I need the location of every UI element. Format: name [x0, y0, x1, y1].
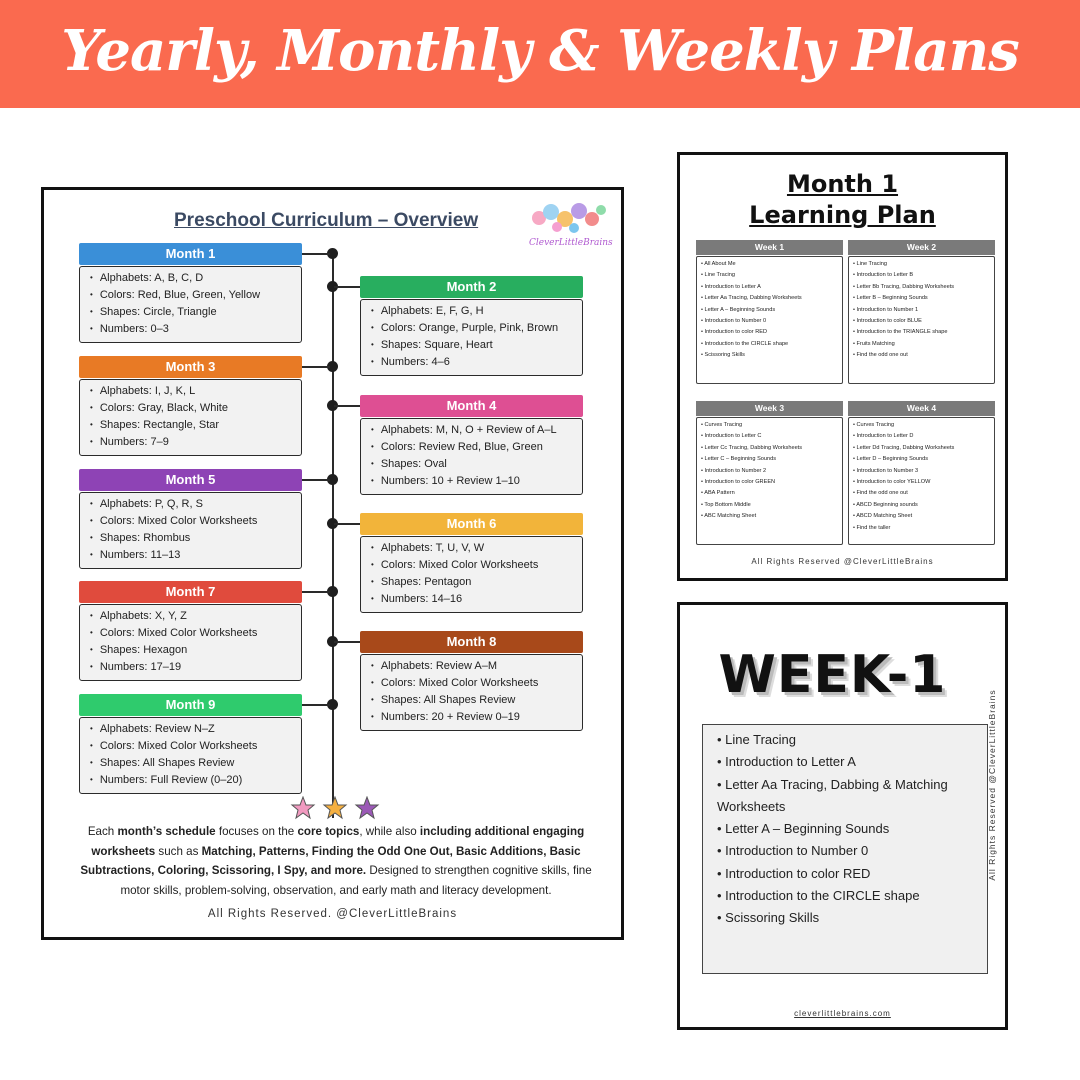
week-activity: • Introduction to Letter B — [853, 270, 990, 281]
month-topic: • Numbers: 20 + Review 0–19 — [371, 709, 576, 726]
week-activity: • Introduction to Number 3 — [853, 466, 990, 477]
month-topic-list — [79, 604, 302, 681]
month-topic-list — [360, 418, 583, 495]
month-topic: • Colors: Red, Blue, Green, Yellow — [90, 287, 295, 304]
logo-text: CleverLittleBrains — [529, 238, 613, 248]
week-heading: Week 3 — [696, 401, 843, 416]
week-activity: • Letter C – Beginning Sounds — [701, 454, 838, 465]
month-topic: • Alphabets: Review N–Z — [90, 721, 295, 738]
week-activity: • Line Tracing — [701, 270, 838, 281]
week-activity: • Letter Aa Tracing, Dabbing & Matching Worksheets — [717, 774, 979, 819]
month-heading: Month 7 — [79, 581, 302, 603]
month-card-3 — [79, 356, 302, 456]
month-heading: Month 3 — [79, 356, 302, 378]
week-activity: • Find the odd one out — [853, 350, 990, 361]
month-topic: • Alphabets: Review A–M — [371, 658, 576, 675]
month-card-7 — [79, 581, 302, 681]
plan-title — [680, 169, 1005, 231]
week-activity: • Introduction to color BLUE — [853, 316, 990, 327]
week-activity: • Letter D – Beginning Sounds — [853, 454, 990, 465]
week-activity-list — [696, 417, 843, 545]
month-topic: • Shapes: Hexagon — [90, 642, 295, 659]
week-activity: • Fruits Matching — [853, 339, 990, 350]
overview-footer: All Rights Reserved. @CleverLittleBrains — [207, 908, 458, 920]
month-card-6 — [360, 513, 583, 613]
week-activity-list — [696, 256, 843, 384]
week-card-1 — [696, 240, 843, 384]
week-activity: • Introduction to color GREEN — [701, 477, 838, 488]
month-learning-plan-page — [677, 152, 1008, 581]
week-heading: Week 2 — [848, 240, 995, 255]
week-activity: • Find the odd one out — [853, 488, 990, 499]
month-card-1 — [79, 243, 302, 343]
month-topic-list — [360, 299, 583, 376]
week-activity-list — [848, 417, 995, 545]
week-activity: • Letter Bb Tracing, Dabbing Worksheets — [853, 282, 990, 293]
week-activity: • Introduction to Letter C — [701, 431, 838, 442]
plan-title-line-2: Learning Plan — [749, 201, 936, 229]
week-heading: Week 1 — [696, 240, 843, 255]
month-topic: • Numbers: 17–19 — [90, 659, 295, 676]
month-card-2 — [360, 276, 583, 376]
month-topic: • Colors: Mixed Color Worksheets — [371, 675, 576, 692]
month-topic: • Shapes: Rhombus — [90, 530, 295, 547]
month-topic: • Shapes: Rectangle, Star — [90, 417, 295, 434]
week-activity: • Find the taller — [853, 523, 990, 534]
orange-star-icon — [324, 797, 346, 818]
week-activity: • Introduction to Number 0 — [701, 316, 838, 327]
timeline-connector — [334, 286, 360, 288]
month-topic: • Numbers: 11–13 — [90, 547, 295, 564]
week-activity: • ABA Pattern — [701, 488, 838, 499]
month-topic-list — [79, 717, 302, 794]
month-heading: Month 8 — [360, 631, 583, 653]
month-topic: • Alphabets: T, U, V, W — [371, 540, 576, 557]
week-activity: • Scissoring Skills — [701, 350, 838, 361]
week-activity: • Introduction to Number 1 — [853, 305, 990, 316]
month-topic-list — [360, 536, 583, 613]
week-activity: • Introduction to the TRIANGLE shape — [853, 327, 990, 338]
week-activity: • ABC Matching Sheet — [701, 511, 838, 522]
plan-title-line-1: Month 1 — [786, 170, 899, 198]
month-topic: • Colors: Mixed Color Worksheets — [90, 625, 295, 642]
month-topic: • Alphabets: I, J, K, L — [90, 383, 295, 400]
curriculum-overview-page — [41, 187, 624, 940]
overview-description: Each month’s schedule focuses on the core topics, while also including additional engaging worksheets such as Matching, Patterns, Finding the Odd One Out, Basic Additions, Basic Subtractions, Coloring, Scissoring, I Spy, and more. Designed to strengthen cognitive skills, fine motor skills, problem-solving, observation, and early math and literacy development. — [80, 825, 592, 897]
timeline-connector — [302, 479, 330, 481]
month-heading: Month 9 — [79, 694, 302, 716]
month-topic: • Colors: Mixed Color Worksheets — [371, 557, 576, 574]
week-activity: • Introduction to color RED — [717, 863, 979, 885]
week-activity-list — [848, 256, 995, 384]
month-topic-list — [79, 379, 302, 456]
month-topic: • Numbers: 7–9 — [90, 434, 295, 451]
month-topic: • Alphabets: E, F, G, H — [371, 303, 576, 320]
month-heading: Month 4 — [360, 395, 583, 417]
week-card-2 — [848, 240, 995, 384]
week-activity: • Letter A – Beginning Sounds — [717, 818, 979, 840]
week-side-copyright: All Rights Reserved @CleverLittleBrains — [987, 689, 997, 881]
month-topic: • Numbers: 14–16 — [371, 591, 576, 608]
month-topic: • Colors: Review Red, Blue, Green — [371, 439, 576, 456]
week-activity: • Introduction to Number 0 — [717, 840, 979, 862]
month-topic: • Shapes: Pentagon — [371, 574, 576, 591]
week-activity: • Introduction to Letter D — [853, 431, 990, 442]
month-topic: • Shapes: All Shapes Review — [90, 755, 295, 772]
month-topic: • Shapes: Square, Heart — [371, 337, 576, 354]
month-topic: • Alphabets: M, N, O + Review of A–L — [371, 422, 576, 439]
week-card-3 — [696, 401, 843, 545]
week-activity: • Introduction to the CIRCLE shape — [717, 885, 979, 907]
timeline-connector — [334, 523, 360, 525]
week-activity: • Top Bottom Middle — [701, 500, 838, 511]
month-topic: • Numbers: 10 + Review 1–10 — [371, 473, 576, 490]
stars-decoration — [290, 796, 380, 820]
header-banner — [0, 0, 1080, 108]
month-card-9 — [79, 694, 302, 794]
website-link[interactable]: cleverlittlebrains.com — [794, 1009, 891, 1018]
timeline-connector — [302, 591, 330, 593]
week-activity: • Letter B – Beginning Sounds — [853, 293, 990, 304]
week-card-4 — [848, 401, 995, 545]
month-topic: • Numbers: 0–3 — [90, 321, 295, 338]
month-heading: Month 6 — [360, 513, 583, 535]
week-activity: • Letter Cc Tracing, Dabbing Worksheets — [701, 443, 838, 454]
week-activity: • Introduction to color RED — [701, 327, 838, 338]
timeline-connector — [334, 641, 360, 643]
week-heading: Week 4 — [848, 401, 995, 416]
month-topic-list — [79, 492, 302, 569]
week-activity: • Letter Aa Tracing, Dabbing Worksheets — [701, 293, 838, 304]
brand-logo — [529, 202, 613, 254]
week-activity-list — [702, 724, 988, 974]
week-activity: • Introduction to Letter A — [717, 751, 979, 773]
week-activity: • Letter A – Beginning Sounds — [701, 305, 838, 316]
month-topic-list — [79, 266, 302, 343]
month-topic: • Alphabets: A, B, C, D — [90, 270, 295, 287]
overview-title: Preschool Curriculum – Overview — [174, 210, 479, 231]
week-activity: • Line Tracing — [853, 259, 990, 270]
month-topic: • Colors: Orange, Purple, Pink, Brown — [371, 320, 576, 337]
week-activity: • ABCD Beginning sounds — [853, 500, 990, 511]
week-activity: • Curves Tracing — [701, 420, 838, 431]
week-activity: • All About Me — [701, 259, 838, 270]
timeline-connector — [302, 366, 330, 368]
week-title: WEEK-1 — [718, 645, 947, 705]
month-card-4 — [360, 395, 583, 495]
month-topic: • Alphabets: P, Q, R, S — [90, 496, 295, 513]
timeline-connector — [334, 405, 360, 407]
week-activity: • Curves Tracing — [853, 420, 990, 431]
week-activity: • Line Tracing — [717, 729, 979, 751]
week-activity: • Introduction to Number 2 — [701, 466, 838, 477]
month-topic: • Colors: Mixed Color Worksheets — [90, 738, 295, 755]
month-topic: • Shapes: Oval — [371, 456, 576, 473]
banner-title: Yearly, Monthly & Weekly Plans — [61, 18, 1019, 84]
week-activity: • Introduction to Letter A — [701, 282, 838, 293]
month-topic: • Numbers: Full Review (0–20) — [90, 772, 295, 789]
week-activity: • Letter Dd Tracing, Dabbing Worksheets — [853, 443, 990, 454]
purple-star-icon — [356, 797, 378, 818]
month-heading: Month 1 — [79, 243, 302, 265]
timeline-connector — [302, 253, 330, 255]
week-activity: • Scissoring Skills — [717, 907, 979, 929]
month-heading: Month 5 — [79, 469, 302, 491]
timeline-connector — [302, 704, 330, 706]
plan-footer: All Rights Reserved @CleverLittleBrains — [751, 557, 934, 566]
month-topic: • Shapes: Circle, Triangle — [90, 304, 295, 321]
week-plan-page — [677, 602, 1008, 1030]
week-activity: • Introduction to color YELLOW — [853, 477, 990, 488]
month-topic: • Alphabets: X, Y, Z — [90, 608, 295, 625]
month-card-8 — [360, 631, 583, 731]
month-topic: • Shapes: All Shapes Review — [371, 692, 576, 709]
week-activity: • ABCD Matching Sheet — [853, 511, 990, 522]
month-topic: • Colors: Gray, Black, White — [90, 400, 295, 417]
timeline-line — [332, 257, 334, 818]
kids-illustration-icon — [529, 202, 609, 236]
month-heading: Month 2 — [360, 276, 583, 298]
month-card-5 — [79, 469, 302, 569]
week-activity: • Introduction to the CIRCLE shape — [701, 339, 838, 350]
month-topic-list — [360, 654, 583, 731]
pink-star-icon — [292, 797, 314, 818]
month-topic: • Numbers: 4–6 — [371, 354, 576, 371]
month-topic: • Colors: Mixed Color Worksheets — [90, 513, 295, 530]
